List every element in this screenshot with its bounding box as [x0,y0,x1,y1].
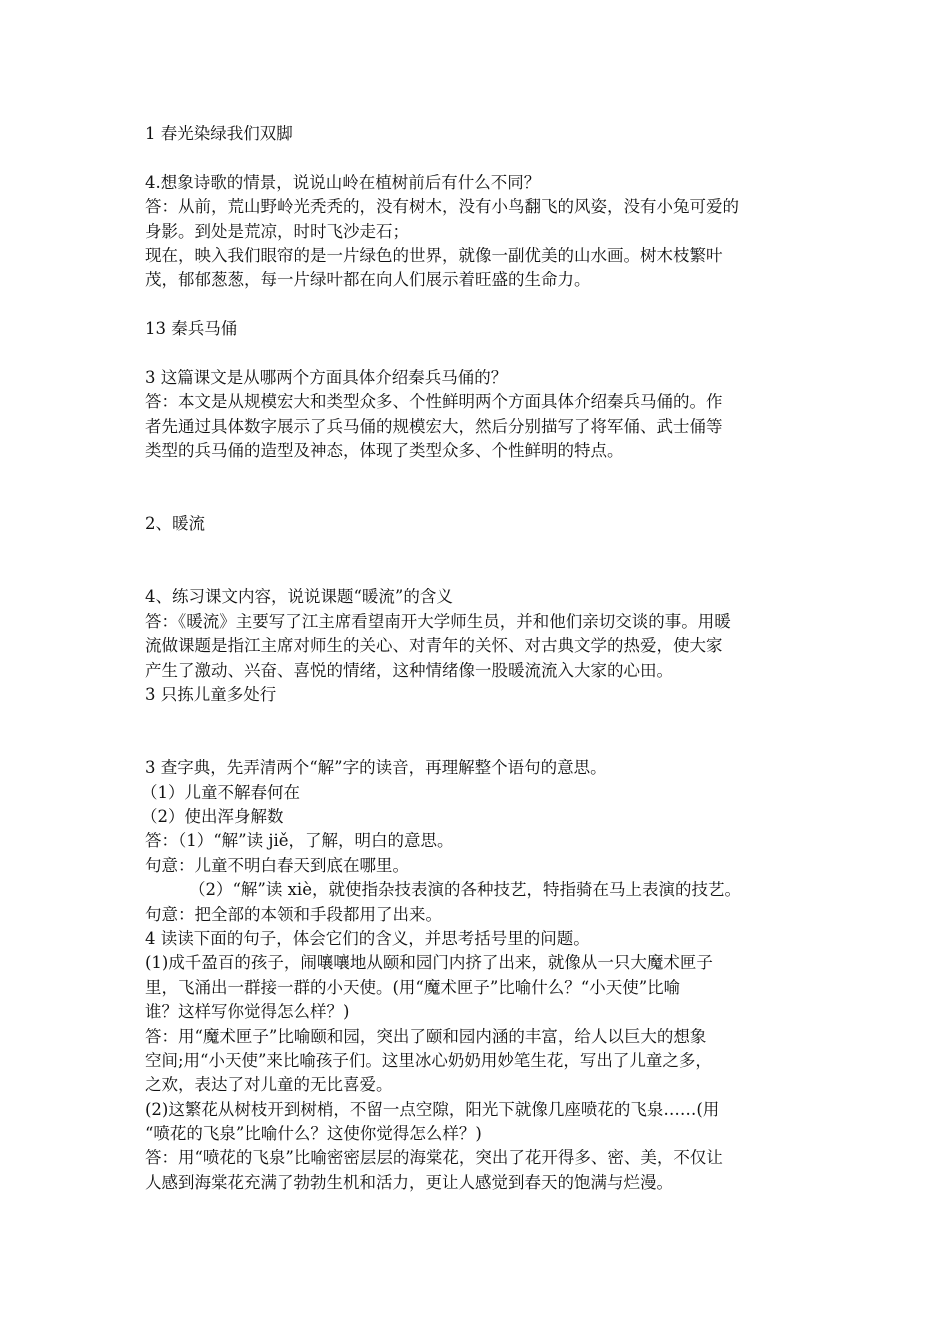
answer-line: 答：用“喷花的飞泉”比喻密密层层的海棠花，突出了花开得多、密、美，不仅让 [145,1148,723,1168]
section-title: 3 只拣儿童多处行 [145,685,277,705]
answer-line: 身影。到处是荒凉，时时飞沙走石； [145,221,409,241]
answer-line: 句意：把全部的本领和手段都用了出来。 [145,904,442,924]
question: 3 这篇课文是从哪两个方面具体介绍秦兵马俑的？ [145,367,508,387]
answer-line: 产生了激动、兴奋、喜悦的情绪，这种情绪像一股暖流流入大家的心田。 [145,660,673,680]
answer-line: 茂，郁郁葱葱，每一片绿叶都在向人们展示着旺盛的生命力。 [145,270,591,290]
answer-line: 句意：儿童不明白春天到底在哪里。 [145,855,409,875]
question: 4 读读下面的句子，体会它们的含义，并思考括号里的问题。 [145,928,590,948]
document-body [141,122,825,1195]
section-title: 2、暖流 [145,514,205,534]
answer-line: 者先通过具体数字展示了兵马俑的规模宏大，然后分别描写了将军俑、武士俑等 [145,416,723,436]
question-item: （2）使出浑身解数 [141,806,284,826]
answer-line: 流做课题是指江主席对师生的关心、对青年的关怀、对古典文学的热爱，使大家 [145,636,723,656]
answer-line: 现在，映入我们眼帘的是一片绿色的世界，就像一副优美的山水画。树木枝繁叶 [145,245,723,265]
answer-line: 答：用“魔术匣子”比喻颐和园，突出了颐和园内涵的丰富，给人以巨大的想象 [145,1026,707,1046]
answer-line: 空间;用“小天使”来比喻孩子们。这里冰心奶奶用妙笔生花，写出了儿童之多， [145,1050,712,1070]
answer-line: 答：本文是从规模宏大和类型众多、个性鲜明两个方面具体介绍秦兵马俑的。作 [145,392,723,412]
answer-line: 答：从前，荒山野岭光秃秃的，没有树木，没有小鸟翻飞的风姿，没有小兔可爱的 [145,197,739,217]
answer-line: 答：《暖流》主要写了江主席看望南开大学师生员，并和他们亲切交谈的事。用暖 [145,611,731,631]
question: 4.想象诗歌的情景，说说山岭在植树前后有什么不同？ [145,172,541,192]
answer-line: 之欢，表达了对儿童的无比喜爱。 [145,1075,393,1095]
section-title: 13 秦兵马俑 [145,319,238,339]
answer-line: 人感到海棠花充满了勃勃生机和活力，更让人感觉到春天的饱满与烂漫。 [145,1172,673,1192]
question-item: (1)成千盈百的孩子，闹嚷嚷地从颐和园门内挤了出来，就像从一只大魔术匣子 [145,953,713,973]
answer-line: （2）“解”读 xiè，就使指杂技表演的各种技艺，特指骑在马上表演的技艺。 [189,880,741,900]
question-item: (2)这繁花从树枝开到树梢，不留一点空隙，阳光下就像几座喷花的飞泉……(用 [145,1099,720,1119]
question-item: 谁？这样写你觉得怎么样？) [145,1002,350,1022]
answer-line: 类型的兵马俑的造型及神态，体现了类型众多、个性鲜明的特点。 [145,441,624,461]
question: 3 查字典，先弄清两个“解”字的读音，再理解整个语句的意思。 [145,758,607,778]
answer-line: 答：（1）“解”读 jiě，了解，明白的意思。 [145,831,454,851]
question-item: “喷花的飞泉”比喻什么？这使你觉得怎么样？) [145,1124,482,1144]
question-item: 里，飞涌出一群接一群的小天使。(用“魔术匣子”比喻什么？“小天使”比喻 [145,977,681,997]
question: 4、练习课文内容，说说课题“暖流”的含义 [145,587,453,607]
question-item: （1）儿童不解春何在 [141,782,300,802]
section-title: 1 春光染绿我们双脚 [145,124,293,143]
